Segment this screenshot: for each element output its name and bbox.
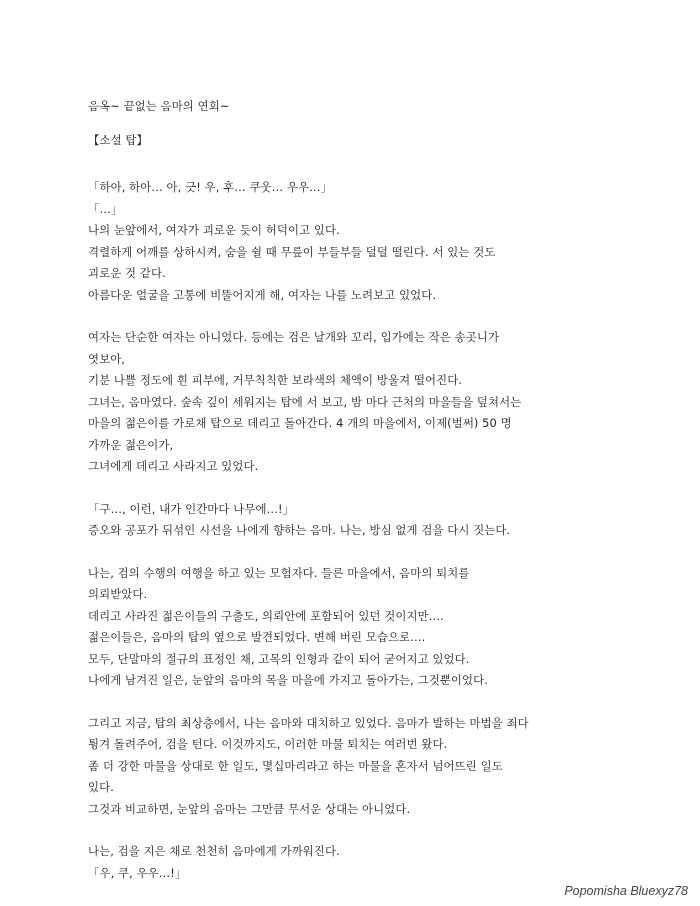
- text-line: 가까운 젊은이가,: [88, 437, 174, 452]
- text-line: 좀 더 강한 마물을 상대로 한 일도, 몇십마리라고 하는 마물을 혼자서 넘어뜨린 일도: [88, 758, 503, 773]
- text-line: 증오와 공포가 뒤섞인 시선을 나에게 향하는 음마. 나는, 방심 없게 검을 다시 짓는다.: [88, 523, 511, 537]
- paragraph: [88, 841, 648, 884]
- paragraph: [88, 327, 648, 478]
- text-line: 나에게 남겨진 일은, 눈앞의 음마의 목을 마을에 가지고 돌아가는, 그것뿐이었다.: [88, 673, 488, 687]
- document-page: [88, 96, 648, 884]
- text-line: 있다.: [88, 780, 114, 794]
- text-line: 나의 눈앞에서, 여자가 괴로운 듯이 허덕이고 있다.: [88, 223, 340, 237]
- text-line: 튕겨 돌려주어, 검을 턴다. 이것까지도, 이러한 마물 퇴치는 여러번 왔다.: [88, 737, 448, 751]
- text-line: 「우, 쿠, 우우…!」: [88, 865, 187, 880]
- paragraph: [88, 563, 648, 692]
- text-line: 나는, 검의 수행의 여행을 하고 있는 모험자다. 들른 마을에서, 음마의 퇴치를: [88, 565, 470, 580]
- text-line: 기분 나쁠 정도에 흰 피부에, 거무칙칙한 보라색의 체액이 방울져 떨어진다.: [88, 373, 463, 387]
- text-line: 격렬하게 어깨를 상하시켜, 숨을 쉴 때 무릎이 부들부들 덜덜 떨린다. 서 있는 것도: [88, 244, 496, 259]
- text-line: 나는, 검을 지은 채로 천천히 음마에게 가까워진다.: [88, 844, 340, 858]
- paragraph: [88, 177, 648, 306]
- paragraph: [88, 713, 648, 821]
- text-line: 괴로운 것 같다.: [88, 266, 166, 280]
- text-line: 그것과 비교하면, 눈앞의 음마는 그만큼 무서운 상대는 아니었다.: [88, 801, 411, 816]
- text-line: 데리고 사라진 젊은이들의 구출도, 의뢰안에 포함되어 있던 것이지만….: [88, 608, 444, 623]
- text-line: 「하아, 하아… 아, 긋! 우, 후… 쿠웃… 우우…」: [88, 180, 333, 194]
- text-line: 마을의 젊은이를 가로채 탑으로 데리고 돌아간다. 4 개의 마을에서, 이제(벌써) 50 명: [88, 416, 512, 430]
- text-line: 그리고 지금, 탑의 최상층에서, 나는 음마와 대치하고 있었다. 음마가 발하는 마법을 죄다: [88, 715, 529, 730]
- text-line: 그녀에게 데리고 사라지고 있었다.: [88, 459, 259, 473]
- watermark: Popomisha Bluexyz78: [564, 884, 688, 898]
- text-line: 아름다운 얼굴을 고통에 비뚤어지게 해, 여자는 나를 노려보고 있었다.: [88, 287, 437, 302]
- section-heading: 【소설 탑】: [88, 132, 149, 147]
- text-line: 의뢰받았다.: [88, 587, 148, 601]
- text-line: 여자는 단순한 여자는 아니었다. 등에는 검은 날개와 꼬리, 입가에는 작은 송곳니가: [88, 330, 500, 344]
- paragraph: [88, 499, 648, 542]
- text-line: 「…」: [88, 201, 123, 216]
- text-line: 모두, 단말마의 절규의 표정인 채, 고목의 인형과 같이 되어 굳어지고 있었다.: [88, 651, 470, 666]
- text-line: 그녀는, 음마였다. 숲속 깊이 세워지는 탑에 서 보고, 밤 마다 근처의 마을들을 덮쳐서는: [88, 394, 522, 409]
- text-line: 엿보아,: [88, 351, 126, 366]
- document-title: 음옥~ 끝없는 음마의 연회~: [88, 99, 230, 113]
- text-line: 「구…, 이런, 내가 인간마다 나무에…!」: [88, 501, 295, 516]
- text-line: 젊은이들은, 음마의 탑의 옆으로 발견되었다. 변해 버린 모습으로….: [88, 630, 426, 644]
